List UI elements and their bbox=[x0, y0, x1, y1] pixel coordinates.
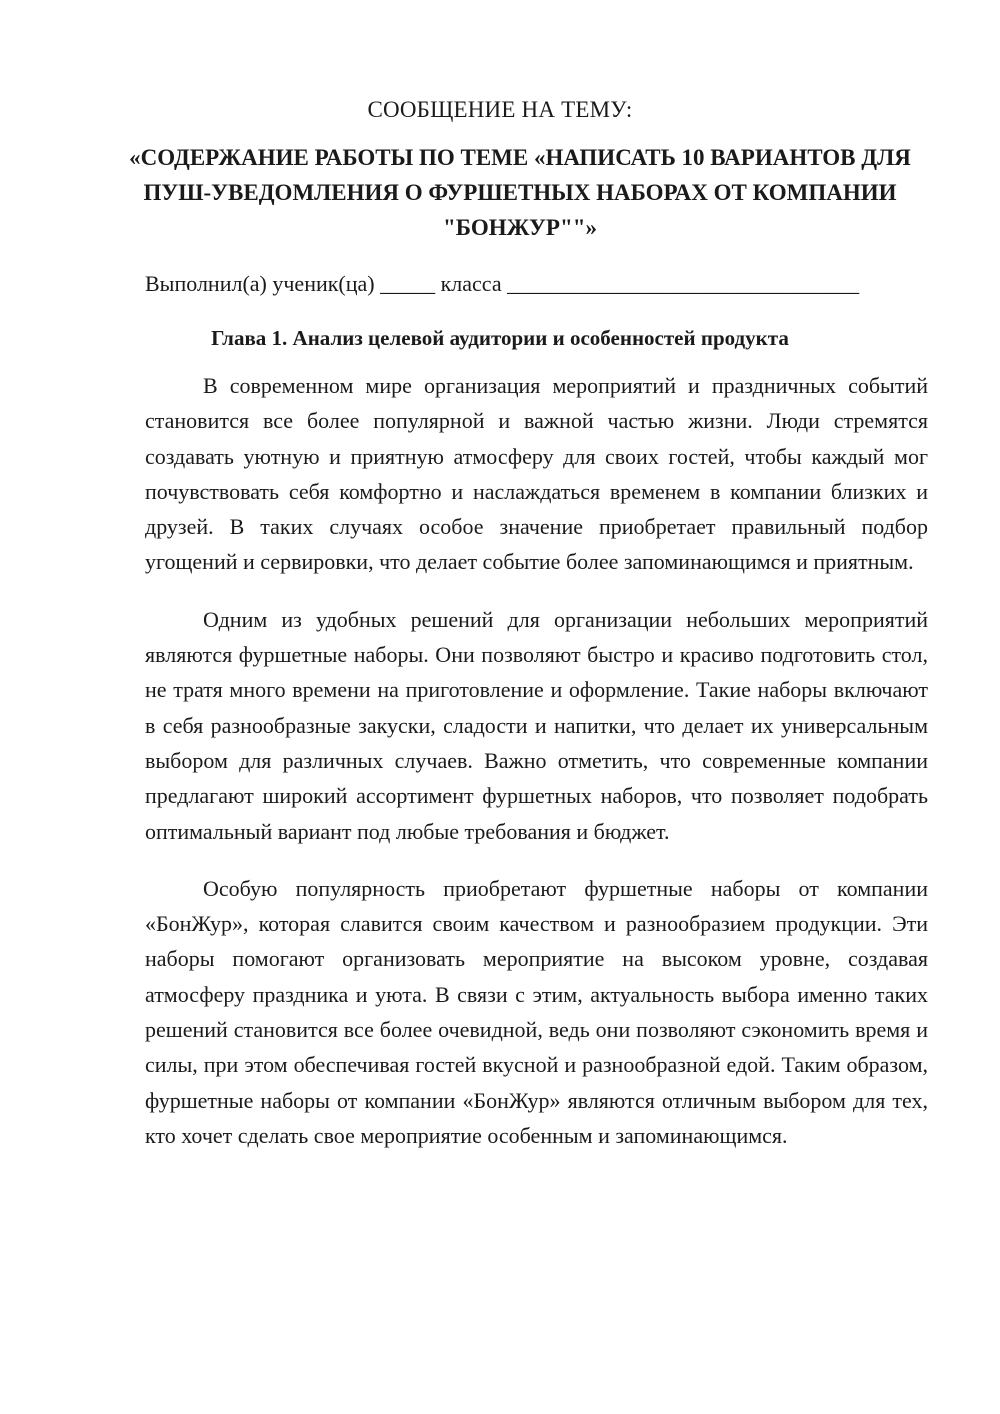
chapter-heading: Глава 1. Анализ целевой аудитории и особенностей продукта bbox=[211, 326, 789, 350]
paragraph: Одним из удобных решений для организации небольших мероприятий являются фуршетные наборы. Они позволяют быстро и красиво подготовить стол, не тратя много времени на приготовление и оформление. Такие наборы включают в себя разнообразные закуски, сладости и напитки, что делает их универсальным выбором для различных случаев. Важно отметить, что современные компании предлагают широкий ассортимент фуршетных наборов, что позволяет подобрать оптимальный вариант под любые требования и бюджет. bbox=[145, 606, 928, 844]
body-text bbox=[145, 368, 928, 1175]
document-subtitle: СООБЩЕНИЕ НА ТЕМУ: bbox=[367, 97, 633, 122]
document-title: «СОДЕРЖАНИЕ РАБОТЫ ПО ТЕМЕ «НАПИСАТЬ 10 ВАРИАНТОВ ДЛЯ ПУШ-УВЕДОМЛЕНИЯ О ФУРШЕТНЫХ НАБОРАХ ОТ КОМПАНИИ "БОНЖУР""» bbox=[129, 145, 911, 240]
author-line: Выполнил(а) ученик(ца) _____ класса ________________________________ bbox=[145, 271, 860, 296]
paragraph: Особую популярность приобретают фуршетные наборы от компании «БонЖур», которая славится своим качеством и разнообразием продукции. Эти наборы помогают организовать мероприятие на высоком уровне, создавая атмосферу праздника и уюта. В связи с этим, актуальность выбора именно таких решений становится все более очевидной, ведь они позволяют сэкономить время и силы, при этом обеспечивая гостей вкусной и разнообразной едой. Таким образом, фуршетные наборы от компании «БонЖур» являются отличным выбором для тех, кто хочет сделать свое мероприятие особенным и запоминающимся. bbox=[145, 875, 928, 1148]
paragraph: В современном мире организация мероприятий и праздничных событий становится все более популярной и важной частью жизни. Люди стремятся создавать уютную и приятную атмосферу для своих гостей, чтобы каждый мог почувствовать себя комфортно и наслаждаться временем в компании близких и друзей. В таких случаях особое значение приобретает правильный подбор угощений и сервировки, что делает событие более запоминающимся и приятным. bbox=[145, 373, 928, 575]
